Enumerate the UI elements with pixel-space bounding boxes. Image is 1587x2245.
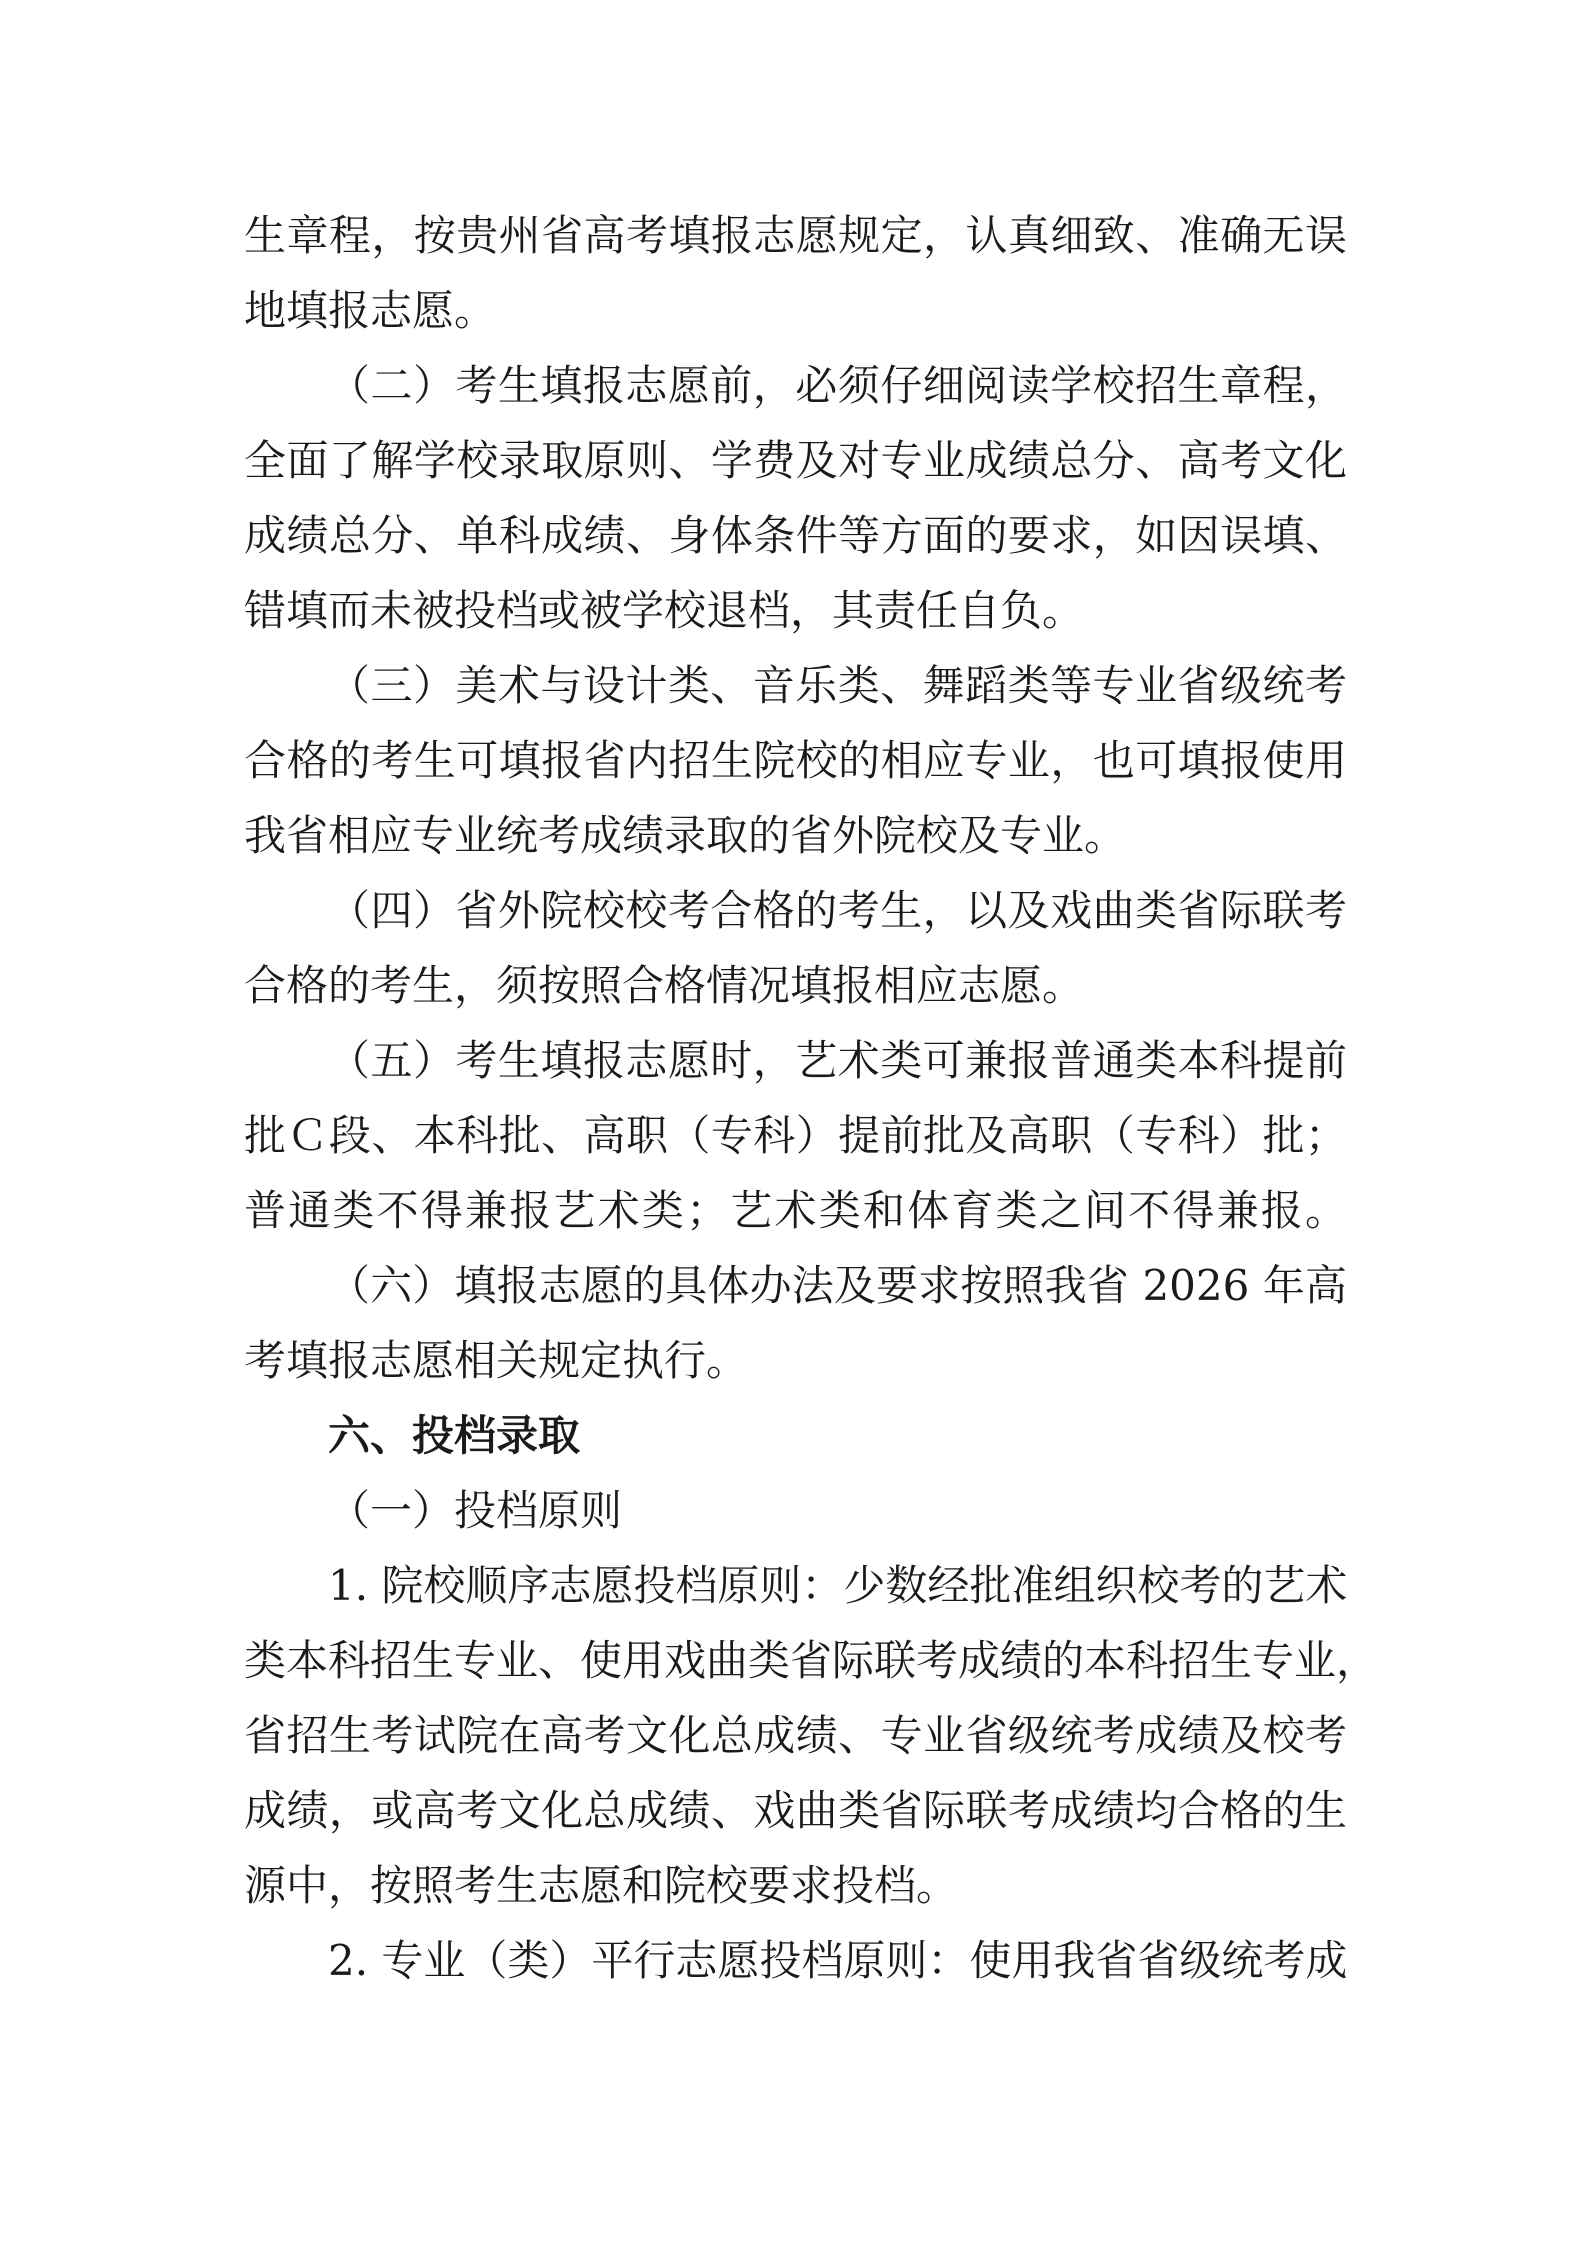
text-line: 考填报志愿相关规定执行。 xyxy=(244,1336,749,1385)
text-line: 错填而未被投档或被学校退档，其责任自负。 xyxy=(244,586,1085,635)
text-line: 省招生考试院在高考文化总成绩、专业省级统考成绩及校考 xyxy=(244,1711,1347,1760)
text-line: 我省相应专业统考成绩录取的省外院校及专业。 xyxy=(244,811,1127,860)
text-line: （二）考生填报志愿前，必须仔细阅读学校招生章程， xyxy=(328,361,1347,410)
text-line: 合格的考生，须按照合格情况填报相应志愿。 xyxy=(244,961,1085,1010)
text-line: （六）填报志愿的具体办法及要求按照我省 2026 年高 xyxy=(328,1261,1347,1310)
text-line: 生章程，按贵州省高考填报志愿规定，认真细致、准确无误 xyxy=(244,211,1347,260)
section-heading: 六、投档录取 xyxy=(328,1411,581,1460)
text-line: 普通类不得兼报艺术类；艺术类和体育类之间不得兼报。 xyxy=(244,1186,1347,1235)
text-line: 合格的考生可填报省内招生院校的相应专业，也可填报使用 xyxy=(244,736,1347,785)
text-line: 批Ｃ段、本科批、高职（专科）提前批及高职（专科）批； xyxy=(244,1111,1347,1160)
text-line: 地填报志愿。 xyxy=(244,286,497,335)
subsection-heading: （一）投档原则 xyxy=(328,1486,623,1535)
text-line: 类本科招生专业、使用戏曲类省际联考成绩的本科招生专业， xyxy=(244,1636,1379,1685)
text-line: 2. 专业（类）平行志愿投档原则：使用我省省级统考成 xyxy=(328,1936,1348,1985)
text-line: （三）美术与设计类、音乐类、舞蹈类等专业省级统考 xyxy=(328,661,1347,710)
text-line: 源中，按照考生志愿和院校要求投档。 xyxy=(244,1861,959,1910)
text-line: （五）考生填报志愿时，艺术类可兼报普通类本科提前 xyxy=(328,1036,1347,1085)
text-line: （四）省外院校校考合格的考生，以及戏曲类省际联考 xyxy=(328,886,1347,935)
text-line: 全面了解学校录取原则、学费及对专业成绩总分、高考文化 xyxy=(244,436,1347,485)
text-line: 1. 院校顺序志愿投档原则：少数经批准组织校考的艺术 xyxy=(328,1561,1348,1610)
text-line: 成绩，或高考文化总成绩、戏曲类省际联考成绩均合格的生 xyxy=(244,1786,1347,1835)
text-line: 成绩总分、单科成绩、身体条件等方面的要求，如因误填、 xyxy=(244,511,1347,560)
